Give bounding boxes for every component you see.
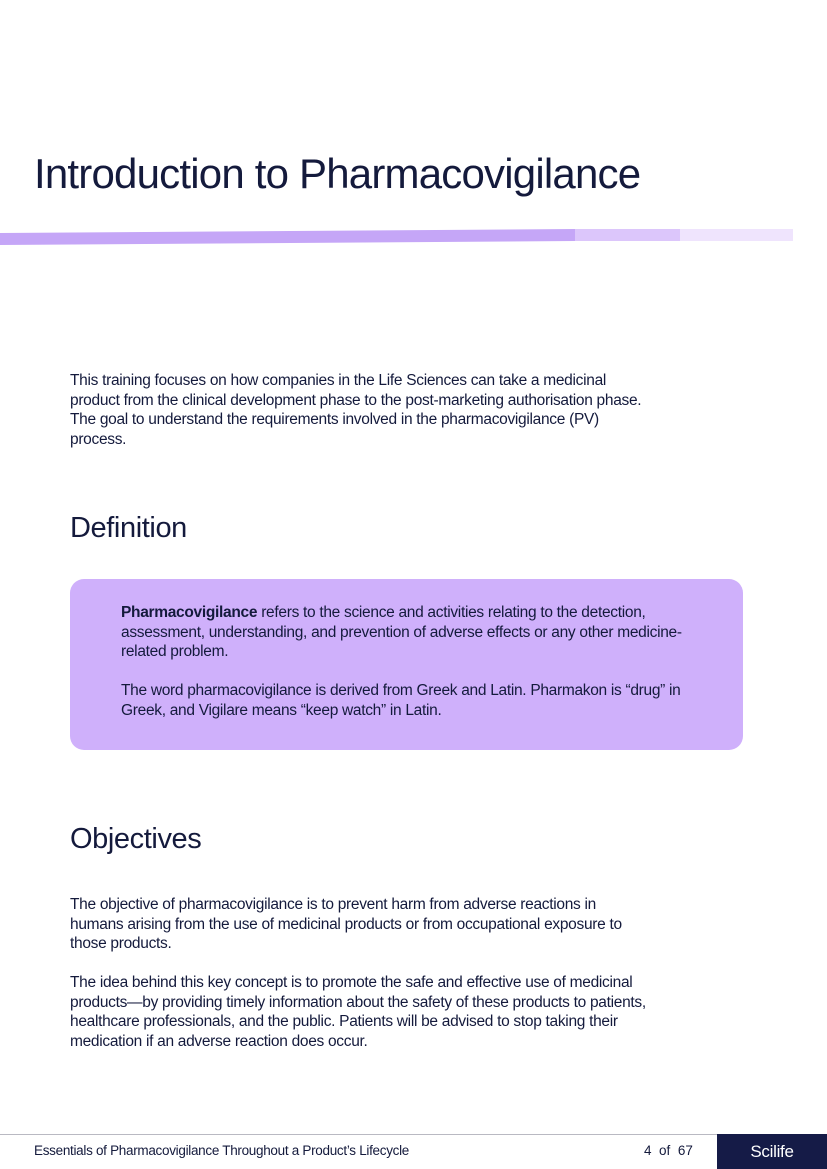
bar-segment-dark <box>0 229 575 245</box>
page-of-label: of <box>659 1143 671 1158</box>
page-title: Introduction to Pharmacovigilance <box>34 150 641 197</box>
decorative-gradient-bar <box>0 229 793 245</box>
definition-term: Pharmacovigilance <box>121 604 258 621</box>
brand-logo <box>717 1134 827 1169</box>
etymology-paragraph: The word pharmacovigilance is derived from Greek and Latin. Pharmakon is “drug” in Greek, and Vigilare means “keep watch” in Latin. <box>121 682 681 719</box>
definition-paragraph <box>121 603 711 662</box>
definition-heading: Definition <box>70 512 187 544</box>
bar-segment-light <box>680 229 793 241</box>
brand-name: Scilife <box>750 1141 794 1161</box>
intro-paragraph: This training focuses on how companies in the Life Sciences can take a medicinal product from the clinical development phase to the post-marketing authorisation phase. The goal to understand the requirements involved in the pharmacovigilance (PV) process. <box>70 372 642 448</box>
objectives-heading: Objectives <box>70 823 202 855</box>
definition-callout-text <box>121 603 711 720</box>
footer-document-title: Essentials of Pharmacovigilance Throughout a Product’s Lifecycle <box>34 1143 410 1158</box>
objectives-body <box>70 895 650 1051</box>
footer-divider <box>0 1134 717 1135</box>
footer-page-indicator <box>644 1143 693 1158</box>
definition-text: refers to the science and activities relating to the detection, assessment, understanding, and prevention of adverse effects or any other medicine-related problem. <box>121 604 682 660</box>
page-number: 4 <box>644 1143 652 1158</box>
objectives-paragraph-2: The idea behind this key concept is to promote the safe and effective use of medicinal products—by providing timely information about the safety of these products to patients, healthcare professionals, and the public. Patients will be advised to stop taking their medication if an adverse reaction does occur. <box>70 974 646 1050</box>
bar-segment-mid <box>575 229 680 241</box>
objectives-paragraph-1: The objective of pharmacovigilance is to prevent harm from adverse reactions in humans arising from the use of medicinal products or from occupational exposure to those products. <box>70 896 622 952</box>
definition-callout <box>70 579 743 750</box>
page-total: 67 <box>677 1143 693 1158</box>
